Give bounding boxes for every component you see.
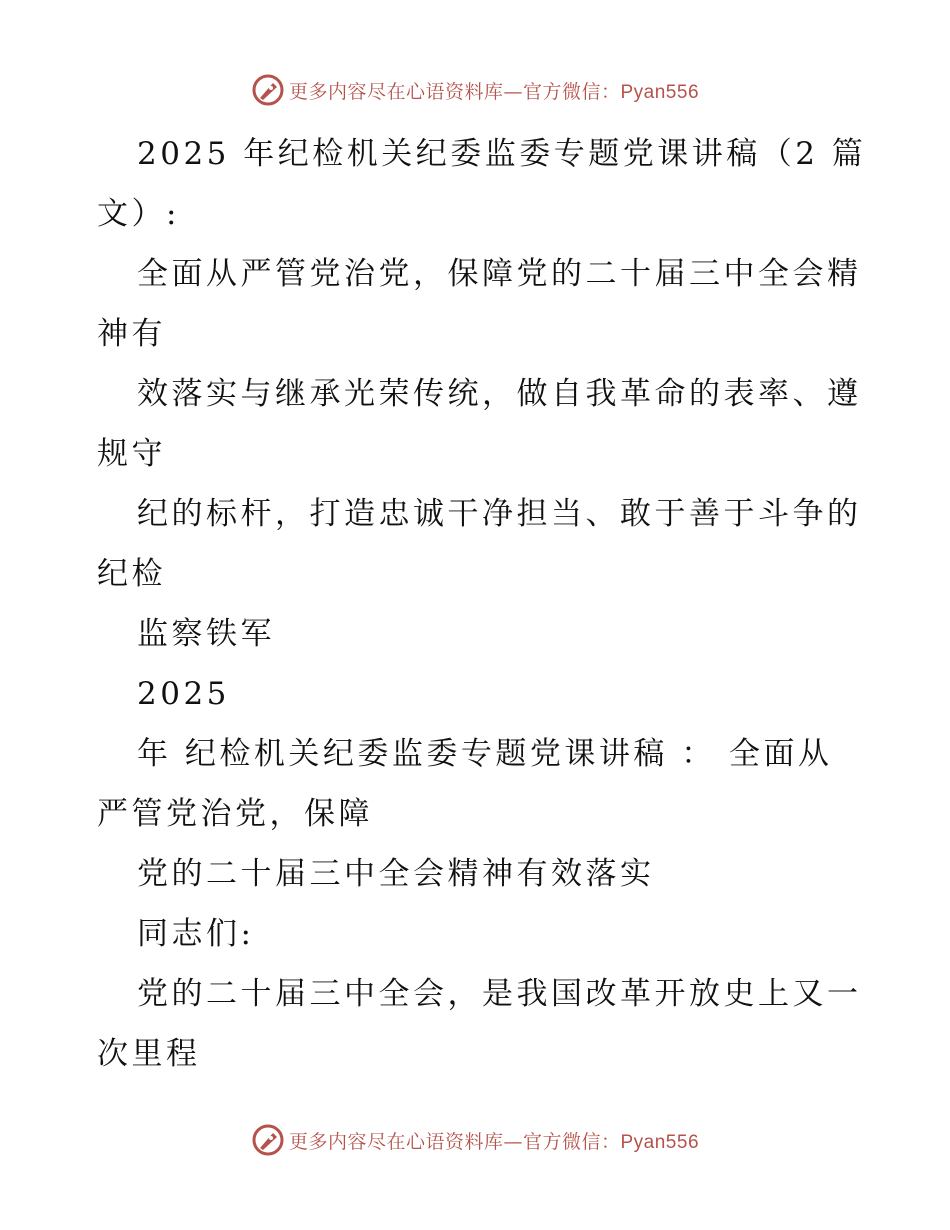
banner-wechat-label: 官方微信： — [522, 1130, 621, 1153]
body-text-line: 同志们: — [137, 916, 255, 952]
pen-nib-logo-icon — [251, 73, 285, 107]
body-text-line: 纪检 — [97, 556, 166, 592]
body-text-line: 次里程 — [97, 1036, 201, 1072]
body-text-line: 神有 — [97, 316, 166, 352]
body-text-line: 严管党治党，保障 — [97, 796, 373, 832]
body-text-line: 全面从严管党治党，保障党的二十届三中全会精 — [137, 256, 862, 292]
body-text-line: 效落实与继承光荣传统，做自我革命的表率、遵 — [137, 376, 862, 412]
body-text-line: 2025 — [137, 676, 230, 712]
banner-wechat-label: 官方微信： — [522, 80, 621, 103]
banner-wechat-id: Pyan556 — [620, 1131, 700, 1153]
banner-slogan: 更多内容尽在心语资料库 — [288, 80, 504, 103]
body-text-line: 党的二十届三中全会精神有效落实 — [137, 856, 655, 892]
body-text-line: 文）: — [97, 196, 180, 232]
document-body — [97, 124, 867, 1084]
body-text-line: 党的二十届三中全会，是我国改革开放史上又一 — [137, 976, 862, 1012]
banner-separator: — — [503, 1130, 523, 1153]
banner-slogan: 更多内容尽在心语资料库 — [288, 1130, 504, 1153]
body-text-line: 规守 — [97, 436, 166, 472]
header-banner — [0, 70, 950, 110]
banner-text — [289, 1127, 699, 1154]
body-text-line: 2025 年纪检机关纪委监委专题党课讲稿（2 篇 — [137, 136, 867, 172]
footer-banner — [0, 1120, 950, 1160]
body-text-line: 监察铁军 — [137, 616, 275, 652]
banner-text — [289, 77, 699, 104]
pen-nib-logo-icon — [251, 1123, 285, 1157]
body-text-line: 年 纪检机关纪委监委专题党课讲稿 ： 全面从 — [137, 736, 833, 772]
banner-wechat-id: Pyan556 — [620, 81, 700, 103]
body-text-line: 纪的标杆，打造忠诚干净担当、敢于善于斗争的 — [137, 496, 862, 532]
banner-separator: — — [503, 80, 523, 103]
